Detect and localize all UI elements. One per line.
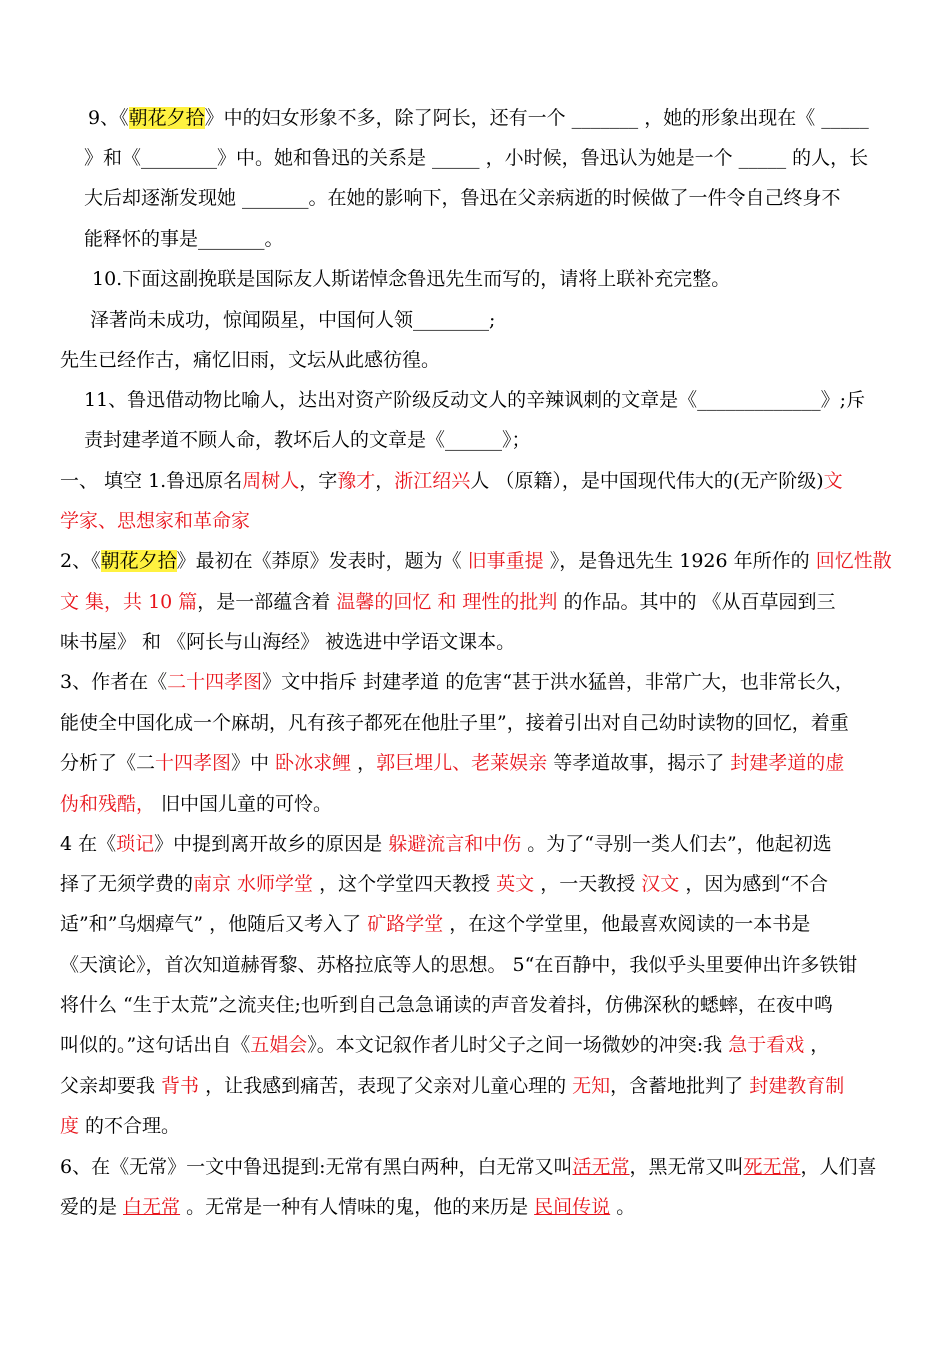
line-text: 6、在《无常》一文中鲁迅提到:无常有黑白两种，白无常又叫 <box>60 1156 573 1178</box>
answer-text: 卧冰求鲤 <box>275 752 352 774</box>
line-text: ， <box>375 470 395 492</box>
answer-text: 死无常 <box>743 1156 801 1178</box>
text-line <box>84 428 531 452</box>
line-text: ，字 <box>299 470 338 492</box>
text-line <box>60 630 515 654</box>
answer-text: 五娼会 <box>250 1034 308 1056</box>
text-line <box>60 953 857 977</box>
line-text: 先生已经作古，痛忆旧雨，文坛从此感彷徨。 <box>60 349 441 371</box>
answer-text: 南京 水师学堂 <box>193 873 314 895</box>
line-text: 择了无须学费的 <box>60 873 194 895</box>
text-line <box>60 549 892 573</box>
line-text: 11、鲁迅借动物比喻人，达出对资产阶级反动文人的辛辣讽刺的文章是《_____________》;斥 <box>84 389 866 411</box>
answer-text: 周树人 <box>242 470 300 492</box>
answer-text: 背书 <box>161 1075 200 1097</box>
line-text: 3、作者在《 <box>60 671 168 693</box>
text-line <box>60 509 250 533</box>
answer-text: 十四孝图 <box>155 752 232 774</box>
line-text: 》文中指斥 封建孝道 的危害“甚于洪水猛兽，非常广大，也非常长久， <box>262 671 854 693</box>
line-text: ， <box>804 1034 830 1056</box>
text-line <box>60 1114 180 1138</box>
text-line <box>84 146 868 170</box>
text-line <box>60 670 854 694</box>
text-line <box>60 469 843 493</box>
text-line <box>60 751 844 775</box>
answer-text: 温馨的回忆 和 理性的批判 <box>336 591 558 613</box>
line-text: ，让我感到痛苦，表现了父亲对儿童心理的 <box>199 1075 573 1097</box>
answer-text: 民间传说 <box>534 1196 611 1218</box>
line-text: 责封建孝道不顾人命，教坏后人的文章是《______》； <box>84 429 531 451</box>
answer-text: 琐记 <box>116 833 155 855</box>
line-text: 能使全中国化成一个麻胡，凡有孩子都死在他肚子里”，接着引出对自己幼时读物的回忆，着重 <box>60 712 849 734</box>
text-line <box>84 186 841 210</box>
line-text: 分析了《二 <box>60 752 156 774</box>
line-text: 》和《________》中。她和鲁迅的关系是 _____ ，小时候，鲁迅认为她是一个 _____ 的人，长 <box>84 147 869 169</box>
text-line <box>60 1195 635 1219</box>
line-text: 一、 填空 1.鲁迅原名 <box>60 470 243 492</box>
highlighted-title: 朝花夕拾 <box>128 107 205 129</box>
line-text: ，在这个学堂里，他最喜欢阅读的一本书是 <box>443 913 811 935</box>
answer-text: 郭巨埋儿、老莱娱亲 <box>376 752 548 774</box>
text-line <box>60 590 836 614</box>
highlighted-title: 朝花夕拾 <box>100 550 177 572</box>
text-line <box>60 711 849 735</box>
line-text: ，因为感到“不合 <box>679 873 829 895</box>
line-text: ，一天教授 <box>534 873 642 895</box>
line-text: 《天演论》，首次知道赫胥黎、苏格拉底等人的思想。 5“在百静中，我似乎头里要伸出许多铁钳 <box>60 954 858 976</box>
line-text: ，是一部蕴含着 <box>197 591 337 613</box>
line-text: 等孝道故事，揭示了 <box>547 752 731 774</box>
line-text: 父亲却要我 <box>60 1075 162 1097</box>
answer-text: 文 <box>823 470 843 492</box>
answer-text: 白无常 <box>123 1196 181 1218</box>
text-line <box>60 993 833 1017</box>
line-text: ，这个学堂四天教授 <box>313 873 497 895</box>
line-text: 10.下面这副挽联是国际友人斯诺悼念鲁迅先生而写的，请将上联补充完整。 <box>92 268 731 290</box>
answer-text: 躲避流言和中伤 <box>388 833 522 855</box>
line-text: 。为了“寻别一类人们去”，他起初选 <box>521 833 832 855</box>
text-line <box>60 912 810 936</box>
line-text: 爱的是 <box>60 1196 124 1218</box>
answer-text: 汉文 <box>641 873 680 895</box>
line-text: ，人们喜 <box>800 1156 877 1178</box>
text-line <box>60 872 828 896</box>
line-text: 》。本文记叙作者儿时父子之间一场微妙的冲突:我 <box>307 1034 729 1056</box>
answer-text: 伪和残酷， <box>60 793 156 815</box>
answer-text: 矿路学堂 <box>367 913 444 935</box>
line-text: 》中 <box>231 752 276 774</box>
line-text: 4 在《 <box>60 833 117 855</box>
line-text: ， <box>351 752 377 774</box>
answer-text: 封建教育制 <box>749 1075 845 1097</box>
line-text: 》中的妇女形象不多，除了阿长，还有一个 _______ ，她的形象出现在《 _____ <box>204 107 869 129</box>
line-text: 2、《 <box>60 550 101 572</box>
line-text: ，含蓄地批判了 <box>610 1075 750 1097</box>
answer-text: 旧事重提 <box>467 550 544 572</box>
answer-text: 回忆性散 <box>815 550 892 572</box>
text-line <box>60 792 332 816</box>
line-text: 旧中国儿童的可怜。 <box>155 793 333 815</box>
text-line <box>60 832 832 856</box>
answer-text: 豫才 <box>337 470 376 492</box>
answer-text: 文 集，共 10 篇 <box>60 591 198 613</box>
answer-text: 封建孝道的虚 <box>730 752 845 774</box>
answer-text: 浙江绍兴 <box>394 470 471 492</box>
line-text: 将什么 “生于太荒”之流夹住;也听到自己急急诵读的声音发着抖，仿佛深秋的蟋蟀，在夜中鸣 <box>60 994 833 1016</box>
text-line <box>60 1033 829 1057</box>
text-line <box>90 308 495 332</box>
line-text: 》最初在《莽原》发表时，题为《 <box>176 550 468 572</box>
line-text: 》，是鲁迅先生 1926 年所作的 <box>543 550 816 572</box>
line-text: ，黑无常又叫 <box>629 1156 744 1178</box>
line-text: 适”和”乌烟瘴气” ，他随后又考入了 <box>60 913 368 935</box>
line-text: 人 （原籍），是中国现代伟大的(无产阶级) <box>470 470 824 492</box>
line-text: 能释怀的事是_______。 <box>84 228 284 250</box>
answer-text: 无知 <box>572 1075 611 1097</box>
text-line <box>92 267 730 291</box>
line-text: 泽著尚未成功，惊闻陨星，中国何人领________; <box>90 309 496 331</box>
answer-text: 二十四孝图 <box>167 671 263 693</box>
text-line <box>60 1155 877 1179</box>
line-text: 叫似的。”这句话出自《 <box>60 1034 251 1056</box>
line-text: 的作品。其中的 《从百草园到三 <box>557 591 836 613</box>
answer-text: 急于看戏 <box>728 1034 805 1056</box>
text-line <box>84 388 865 412</box>
line-text: 。 <box>610 1196 636 1218</box>
line-text: 味书屋》 和 《阿长与山海经》 被选进中学语文课本。 <box>60 631 516 653</box>
answer-text: 英文 <box>496 873 535 895</box>
line-text: 9、《 <box>88 107 129 129</box>
text-line <box>88 106 869 130</box>
line-text: 大后却逐渐发现她 _______。在她的影响下，鲁迅在父亲病逝的时候做了一件令自己终身不 <box>84 187 841 209</box>
line-text: 。无常是一种有人情味的鬼，他的来历是 <box>180 1196 535 1218</box>
answer-text: 活无常 <box>572 1156 630 1178</box>
text-line <box>60 348 440 372</box>
answer-text: 学家、思想家和革命家 <box>60 510 251 532</box>
text-line <box>84 227 284 251</box>
line-text: 的不合理。 <box>79 1115 181 1137</box>
line-text: 》中提到离开故乡的原因是 <box>154 833 389 855</box>
text-line <box>60 1074 844 1098</box>
answer-text: 度 <box>60 1115 80 1137</box>
